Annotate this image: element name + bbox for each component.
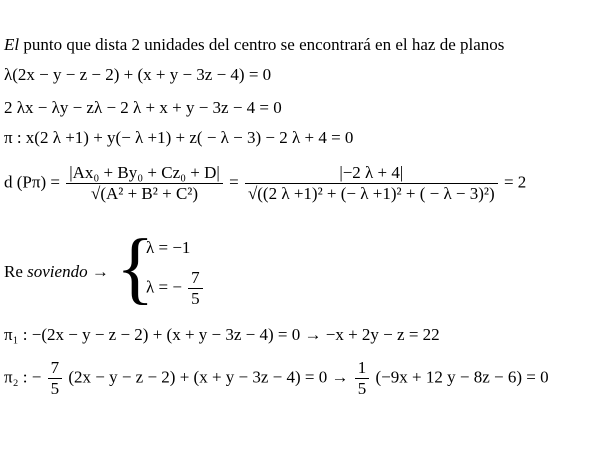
distance-numerator-specific: |−2 λ + 4|: [339, 163, 404, 182]
resolve-label: [4, 262, 109, 282]
pi2-den: 5: [48, 378, 63, 399]
pi2-num-2: 1: [357, 358, 367, 377]
solution-two: [146, 268, 205, 309]
distance-numerator-general: |Ax₀ + By₀ + Cz₀ + D|: [69, 163, 220, 182]
distance-fraction-general: [66, 163, 223, 204]
distance-fraction-specific: [245, 163, 498, 204]
solution-two-den: 5: [188, 288, 203, 309]
distance-denominator-general: √(A² + B² + C²): [66, 183, 223, 204]
pi2-end: (−9x + 12 y − 8z − 6) = 0: [375, 367, 549, 387]
pi2-lhs: π₂ : −: [4, 367, 42, 387]
distance-denominator-specific: √((2 λ +1)² + (− λ +1)² + ( − λ − 3)²): [245, 183, 498, 204]
solution-two-num: 7: [191, 268, 200, 287]
pi2-num: 7: [50, 358, 60, 377]
pi2-den-2: 5: [355, 378, 370, 399]
intro-prefix: El: [4, 35, 20, 54]
system-brace: {: [116, 224, 155, 312]
equation-bundle: λ(2x − y − z − 2) + (x + y − 3z − 4) = 0: [4, 65, 272, 84]
solution-two-fraction: [188, 268, 203, 309]
distance-equals: =: [229, 172, 239, 192]
resolve-re: Re: [4, 262, 23, 281]
pi2-fraction: [48, 358, 63, 399]
distance-formula: [4, 163, 526, 204]
distance-lhs: d (Pπ) =: [4, 172, 60, 192]
equation-plane-pi: π : x(2 λ +1) + y(− λ +1) + z( − λ − 3) − 2 λ + 4 = 0: [4, 128, 354, 147]
plane-pi1: π₁ : −(2x − y − z − 2) + (x + y − 3z − 4) = 0 → −x + 2y − z = 22: [4, 325, 440, 344]
pi2-middle: (2x − y − z − 2) + (x + y − 3z − 4) = 0 →: [68, 367, 349, 387]
solution-one: λ = −1: [146, 238, 191, 257]
pi2-fraction-2: [355, 358, 370, 399]
distance-result: = 2: [503, 172, 527, 192]
plane-pi2: [4, 358, 549, 399]
resolve-arrow: →: [91, 262, 109, 281]
resolve-soviendo: soviendo: [22, 262, 88, 281]
intro-line: [4, 35, 504, 55]
intro-text: punto que dista 2 unidades del centro se encontrará en el haz de planos: [19, 35, 505, 54]
solution-two-lhs: λ = −: [146, 277, 182, 297]
equation-expanded: 2 λx − λy − zλ − 2 λ + x + y − 3z − 4 = 0: [4, 98, 282, 117]
